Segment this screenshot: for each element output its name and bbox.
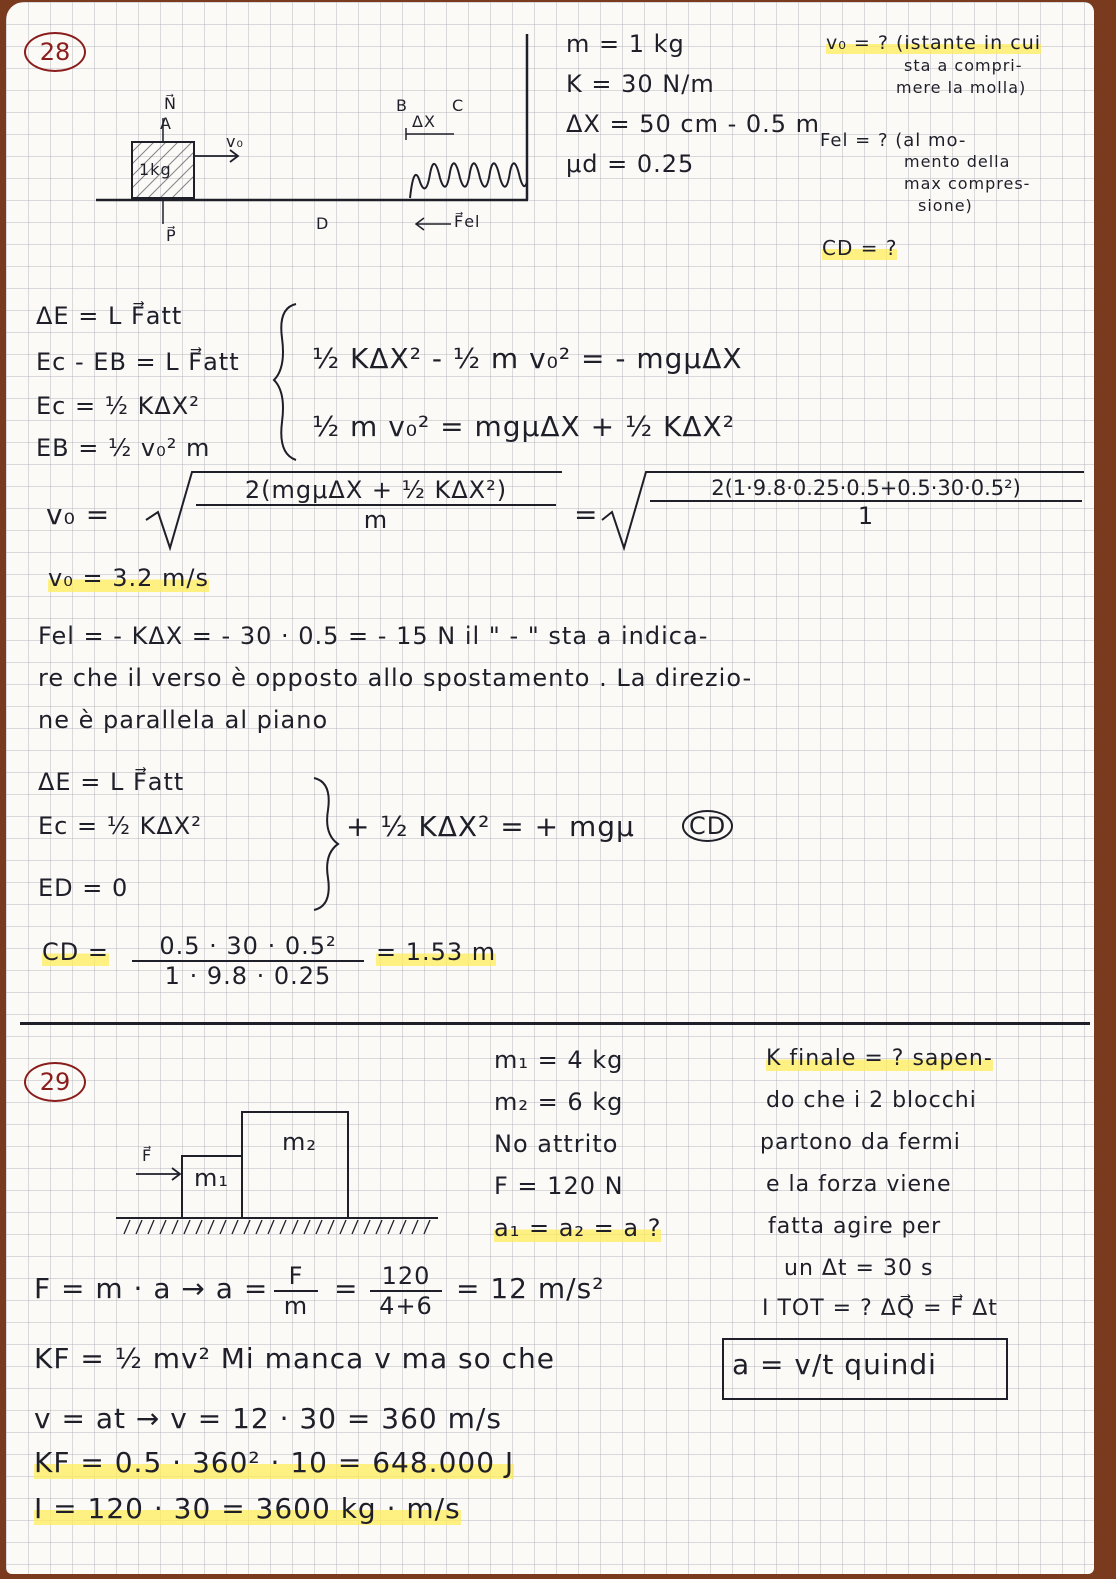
cd-lhs: CD = — [42, 938, 109, 966]
sys2-right1: + ½ KΔX² = + mgμ — [346, 810, 635, 843]
v0-lhs: v₀ = — [46, 498, 111, 531]
v0-eq: = — [574, 498, 599, 531]
cd-num: 0.5 · 30 · 0.5² — [159, 932, 337, 960]
cd-fraction — [132, 932, 364, 990]
unknown-v0-c: mere la molla) — [896, 78, 1027, 97]
given29-m1: m₁ = 4 kg — [494, 1046, 624, 1074]
fel-line3: ne è parallela al piano — [38, 706, 329, 734]
v0-fraction-1 — [196, 476, 556, 534]
diagram-dx-label: ΔX — [412, 112, 436, 131]
diagram-point-a: A — [160, 114, 172, 133]
q29-impulse: I TOT = ? ΔQ⃗ = F⃗ Δt — [762, 1296, 998, 1321]
v0-den2: 1 — [857, 502, 875, 530]
sys2-line2: Ec = ½ KΔX² — [38, 812, 202, 840]
diagram-force-label: F⃗el — [454, 212, 481, 231]
fel-line2: re che il verso è opposto allo spostamento . La direzio- — [38, 664, 753, 692]
a-f-num: F — [288, 1262, 304, 1290]
q29-line3: partono da fermi — [760, 1130, 961, 1155]
given-mu: μd = 0.25 — [566, 150, 695, 178]
sys2-cd-circled: CD — [682, 810, 733, 842]
a-result: = 12 m/s² — [456, 1272, 605, 1305]
given-k: K = 30 N/m — [566, 70, 715, 98]
diagram-velocity-label: v₀ — [226, 132, 244, 151]
diagram-normal-label: N⃗ — [164, 94, 177, 113]
kf-result: KF = 0.5 · 360² · 10 = 648.000 J — [34, 1446, 515, 1479]
q29-line1: K finale = ? sapen- — [766, 1046, 993, 1071]
diagram29-m1: m₁ — [194, 1164, 229, 1192]
problem-29-badge: 29 — [24, 1062, 86, 1102]
given29-accel: a₁ = a₂ = a ? — [494, 1214, 662, 1242]
given29-m2: m₂ = 6 kg — [494, 1088, 624, 1116]
sys1-line2: Ec - EB = L F⃗att — [36, 348, 240, 376]
unknown-fel-c: max compres- — [904, 174, 1031, 193]
given-dx: ΔX = 50 cm - 0.5 m — [566, 110, 821, 138]
kf-line: KF = ½ mv² Mi manca v ma so che — [34, 1342, 555, 1375]
v0-den1: m — [363, 506, 389, 534]
v0-num2: 2(1·9.8·0.25·0.5+0.5·30·0.5²) — [711, 476, 1021, 500]
diagram-point-b: B — [396, 96, 408, 115]
a-n-den: 4+6 — [379, 1292, 433, 1320]
sys1-line3: Ec = ½ KΔX² — [36, 392, 200, 420]
v-line: v = at → v = 12 · 30 = 360 m/s — [34, 1402, 502, 1435]
diagram29-force-label: F⃗ — [142, 1146, 153, 1165]
a-frac-symbolic — [274, 1262, 318, 1320]
sys1-right2: ½ m v₀² = mgμΔX + ½ KΔX² — [312, 410, 735, 443]
sys2-brace — [306, 774, 346, 914]
sys1-right1: ½ KΔX² - ½ m v₀² = - mgμΔX — [312, 342, 743, 375]
v0-num1: 2(mgμΔX + ½ KΔX²) — [244, 476, 508, 504]
diagram-block-label: 1kg — [139, 160, 172, 179]
unknown-fel-b: mento della — [904, 152, 1011, 171]
given29-friction: No attrito — [494, 1130, 619, 1158]
q29-line5: fatta agire per — [768, 1214, 942, 1239]
unknown-fel-d: sione) — [918, 196, 973, 215]
a-lhs: F = m · a → a = — [34, 1272, 269, 1305]
unknown-v0: v₀ = ? (istante in cui — [826, 32, 1042, 54]
a-eq: = — [334, 1272, 359, 1305]
cd-den: 1 · 9.8 · 0.25 — [164, 962, 332, 990]
a-frac-numeric — [370, 1262, 442, 1320]
a-f-den: m — [283, 1292, 309, 1320]
sys2-line1: ΔE = L F⃗att — [38, 768, 185, 796]
diagram29-m2: m₂ — [282, 1128, 317, 1156]
cd-result: = 1.53 m — [376, 938, 497, 966]
unknown-v0-b: sta a compri- — [904, 56, 1023, 75]
impulse-result: I = 120 · 30 = 3600 kg · m/s — [34, 1492, 461, 1525]
section-separator — [20, 1022, 1090, 1025]
sys1-line4: EB = ½ v₀² m — [36, 434, 211, 462]
problem-28-badge: 28 — [24, 32, 86, 72]
sys1-brace — [268, 298, 308, 468]
sys2-line3: ED = 0 — [38, 874, 129, 902]
diagram-point-d: D — [316, 214, 330, 233]
fel-line1: Fel = - KΔX = - 30 · 0.5 = - 15 N il " - " sta a indica- — [38, 622, 709, 650]
sys1-line1: ΔE = L F⃗att — [36, 302, 183, 330]
given29-force: F = 120 N — [494, 1172, 624, 1200]
unknown-fel: Fel = ? (al mo- — [820, 130, 967, 151]
notebook-page — [6, 2, 1094, 1574]
problem-28-diagram — [6, 2, 566, 262]
unknown-cd: CD = ? — [822, 236, 898, 260]
q29-line6: un Δt = 30 s — [784, 1256, 934, 1281]
diagram-weight-label: P⃗ — [166, 226, 177, 245]
boxed-relation-text: a = v/t quindi — [732, 1348, 937, 1381]
given-mass: m = 1 kg — [566, 30, 685, 58]
diagram-point-c: C — [452, 96, 465, 115]
a-n-num: 120 — [381, 1262, 431, 1290]
v0-result: v₀ = 3.2 m/s — [48, 564, 209, 592]
q29-line4: e la forza viene — [766, 1172, 952, 1197]
q29-line2: do che i 2 blocchi — [766, 1088, 977, 1113]
v0-fraction-2 — [650, 476, 1082, 530]
